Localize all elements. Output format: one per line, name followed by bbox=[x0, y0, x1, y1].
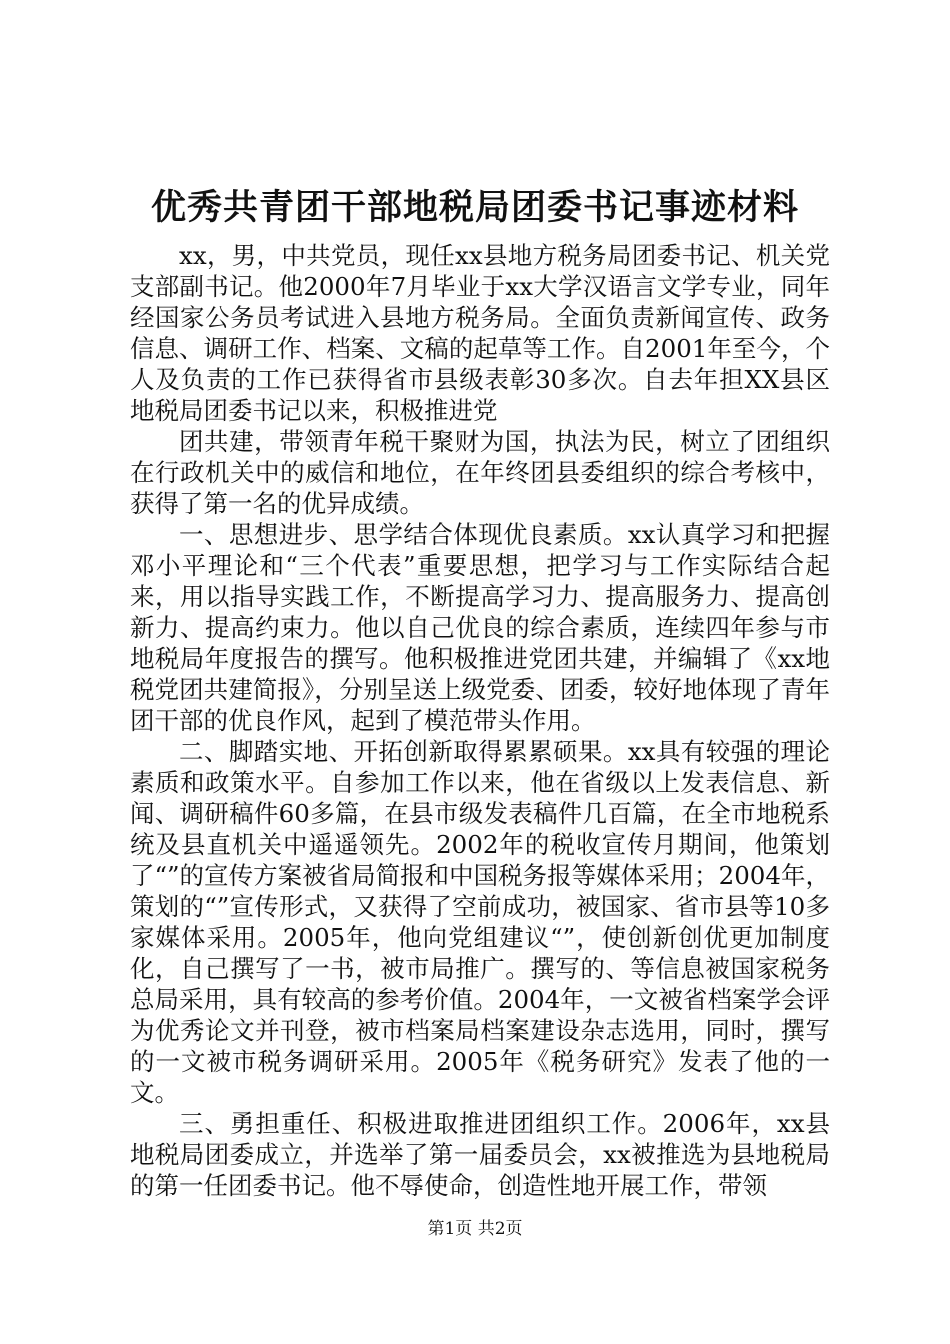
paragraph-intro-continued: 团共建，带领青年税干聚财为国，执法为民，树立了团组织在行政机关中的威信和地位，在年终团县委组织的综合考核中，获得了第一名的优异成绩。 bbox=[130, 427, 830, 518]
document-title: 优秀共青团干部地税局团委书记事迹材料 bbox=[150, 187, 799, 228]
document-body bbox=[130, 240, 830, 1201]
paragraph-section-3: 三、勇担重任、积极进取推进团组织工作。2006年，xx县地税局团委成立，并选举了第一届委员会，xx被推选为县地税局的第一任团委书记。他不辱使命，创造性地开展工作，带领 bbox=[130, 1109, 830, 1200]
paragraph-intro: xx，男，中共党员，现任xx县地方税务局团委书记、机关党支部副书记。他2000年7月毕业于xx大学汉语言文学专业，同年经国家公务员考试进入县地方税务局。全面负责新闻宣传、政务信息、调研工作、档案、文稿的起草等工作。自2001年至今，个人及负责的工作已获得省市县级表彰30多次。自去年担XX县区地税局团委书记以来，积极推进党 bbox=[130, 241, 830, 425]
page-number-footer: 第1页 共2页 bbox=[427, 1219, 523, 1239]
paragraph-section-2: 二、脚踏实地、开拓创新取得累累硕果。xx具有较强的理论素质和政策水平。自参加工作以来，他在省级以上发表信息、新闻、调研稿件60多篇，在县市级发表稿件几百篇，在全市地税系统及县直机关中遥遥领先。2002年的税收宣传月期间，他策划了“”的宣传方案被省局简报和中国税务报等媒体采用；2004年，策划的“”宣传形式，又获得了空前成功，被国家、省市县等10多家媒体采用。2005年，他向党组建议“”，使创新创优更加制度化，自己撰写了一书，被市局推广。撰写的、等信息被国家税务总局采用，具有较高的参考价值。2004年，一文被省档案学会评为优秀论文并刊登，被市档案局档案建设杂志选用，同时，撰写的一文被市税务调研采用。2005年《税务研究》发表了他的一文。 bbox=[130, 737, 830, 1107]
paragraph-section-1: 一、思想进步、思学结合体现优良素质。xx认真学习和把握邓小平理论和“三个代表”重要思想，把学习与工作实际结合起来，用以指导实践工作，不断提高学习力、提高服务力、提高创新力、提高约束力。他以自己优良的综合素质，连续四年参与市地税局年度报告的撰写。他积极推进党团共建，并编辑了《xx地税党团共建简报》，分别呈送上级党委、团委，较好地体现了青年团干部的优良作风，起到了模范带头作用。 bbox=[130, 520, 830, 735]
